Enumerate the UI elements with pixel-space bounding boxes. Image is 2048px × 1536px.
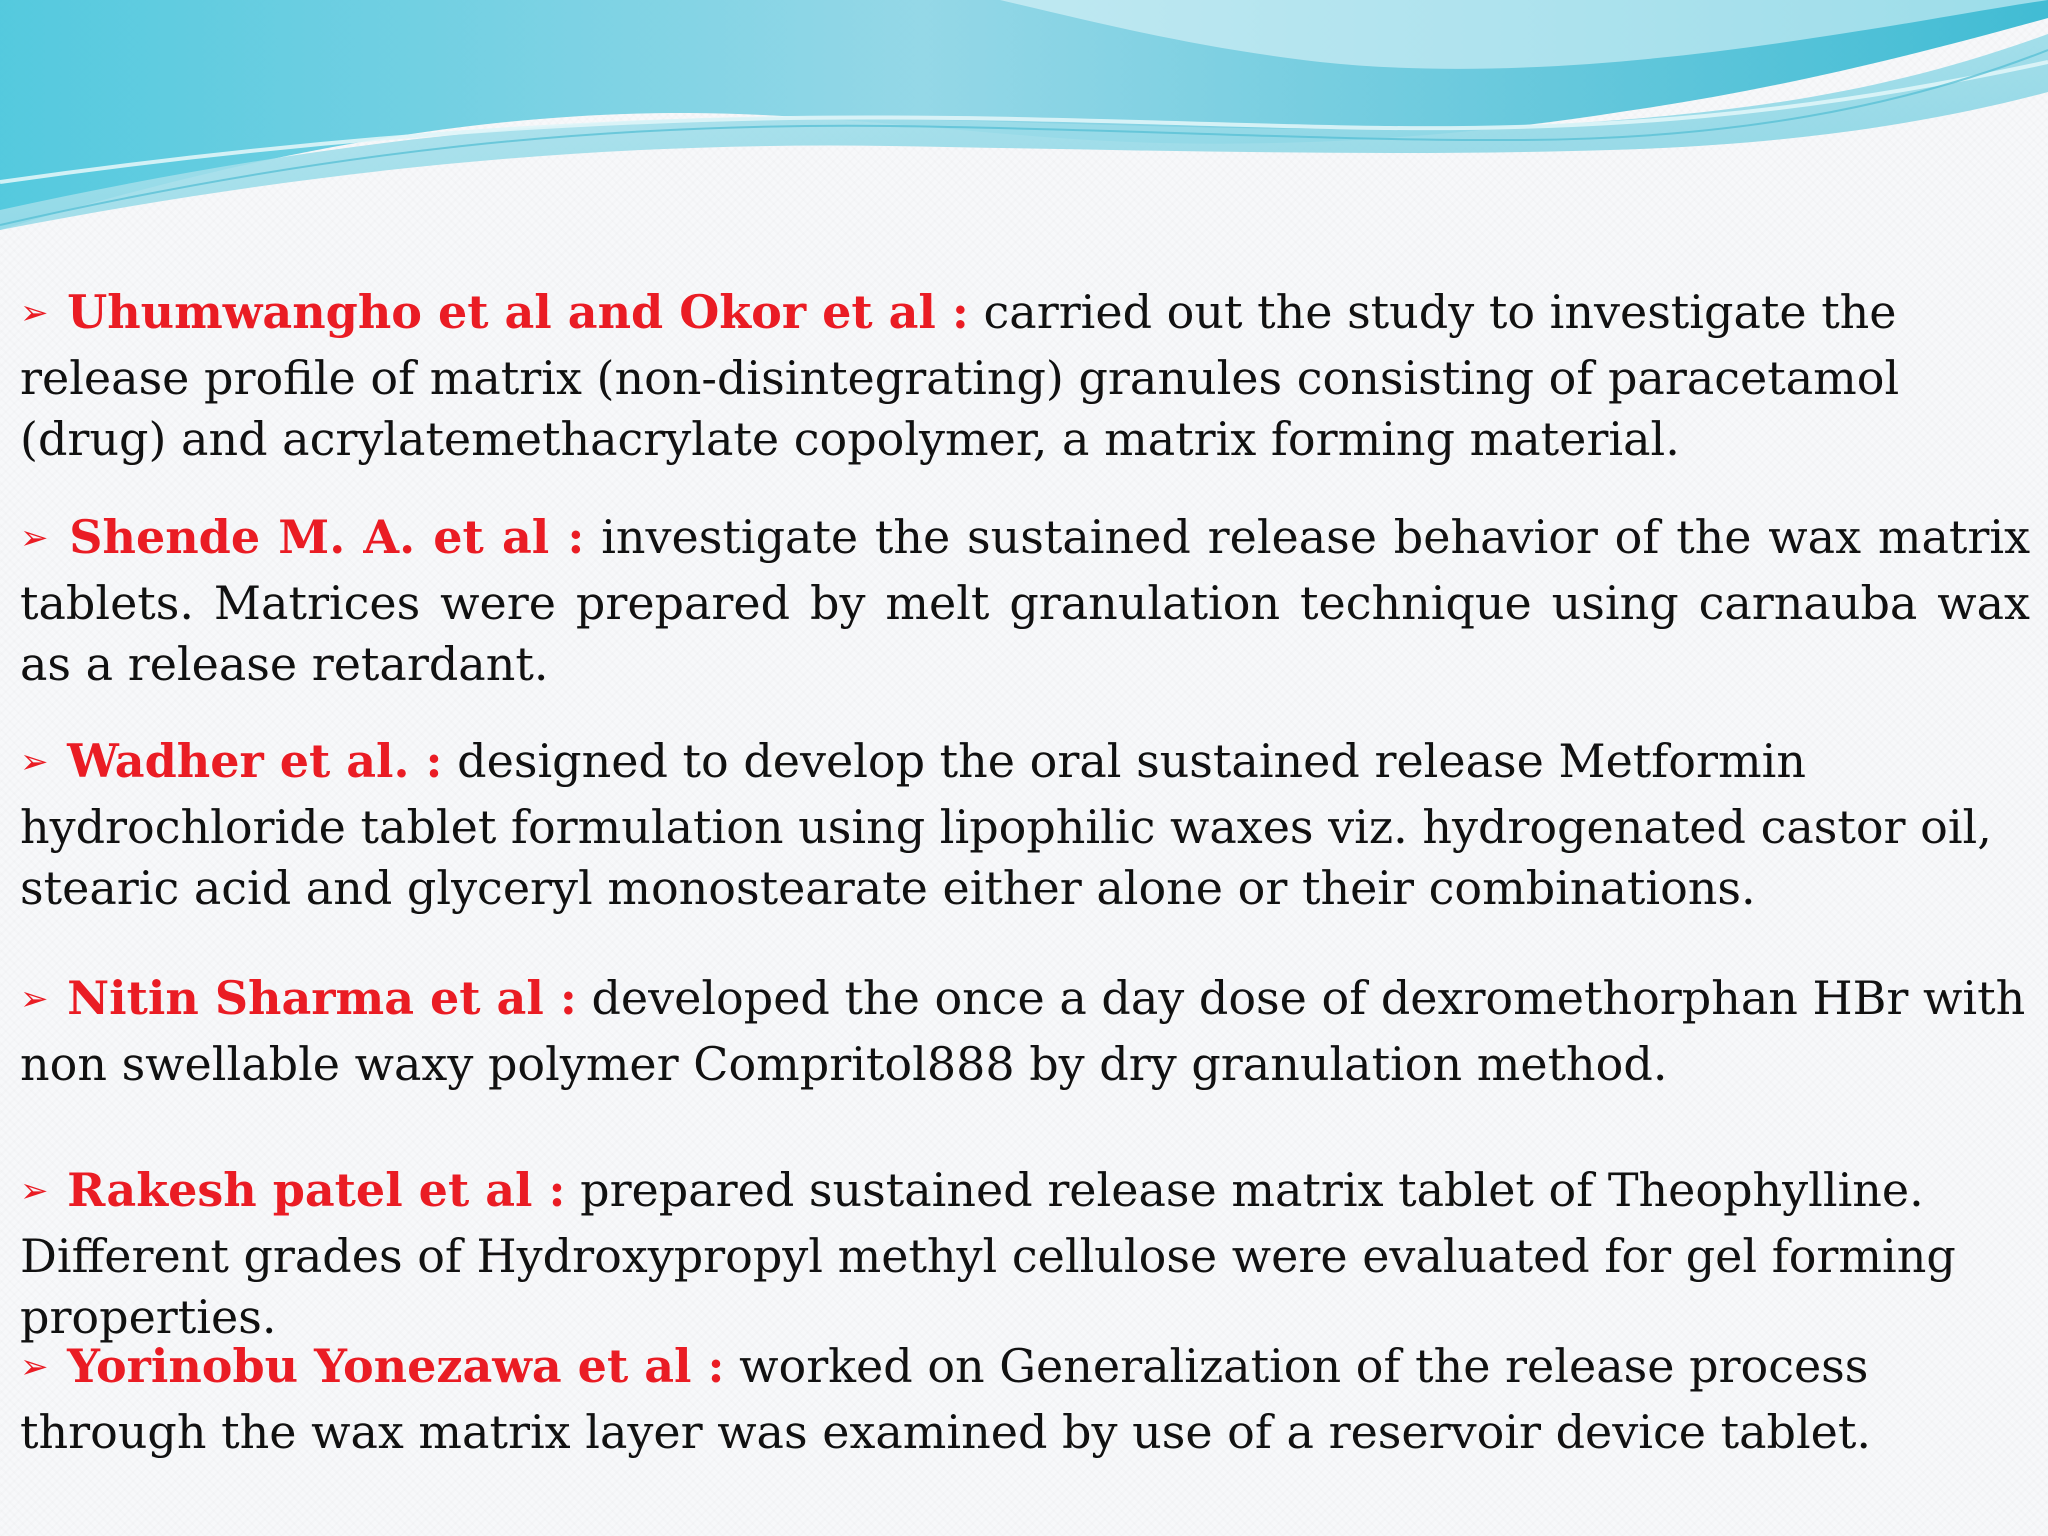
- author-label: Nitin Sharma et al :: [67, 971, 577, 1025]
- arrow-bullet-icon: ➢: [20, 518, 49, 558]
- arrow-bullet-icon: ➢: [20, 742, 49, 782]
- author-label: Wadher et al. :: [67, 734, 443, 788]
- entry-text: prepared sustained release matrix tablet of Theophylline. Different grades of Hydroxypropyl methyl cellulose were evaluated for gel forming properties.: [20, 1163, 1956, 1344]
- reference-entry: [20, 1336, 2030, 1463]
- entry-text: carried out the study to investigate the release profile of matrix (non-disintegrating) granules consisting of paracetamol (drug) and acrylatemethacrylate copolymer, a matrix forming material.: [20, 285, 1900, 466]
- arrow-bullet-icon: ➢: [20, 293, 49, 333]
- entry-text: designed to develop the oral sustained release Metformin hydrochloride tablet formulation using lipophilic waxes viz. hydrogenated castor oil, stearic acid and glyceryl monostearate either alone or their combinations.: [20, 734, 1992, 915]
- reference-entry: [20, 1160, 2030, 1348]
- arrow-bullet-icon: ➢: [20, 1347, 49, 1387]
- entry-text: developed the once a day dose of dexromethorphan HBr with non swellable waxy polymer Compritol888 by dry granulation method.: [20, 971, 2026, 1091]
- entry-text: investigate the sustained release behavior of the wax matrix tablets. Matrices were prepared by melt granulation technique using carnauba wax as a release retardant.: [20, 510, 2031, 691]
- author-label: Uhumwangho et al and Okor et al :: [67, 285, 969, 339]
- reference-entry: [20, 731, 2030, 919]
- reference-entry: [20, 507, 2030, 695]
- author-label: Rakesh patel et al :: [67, 1163, 566, 1217]
- arrow-bullet-icon: ➢: [20, 1171, 49, 1211]
- author-label: Yorinobu Yonezawa et al :: [67, 1339, 725, 1393]
- reference-entry: [20, 282, 2030, 470]
- arrow-bullet-icon: ➢: [20, 979, 49, 1019]
- reference-entry: [20, 968, 2030, 1095]
- author-label: Shende M. A. et al :: [69, 510, 585, 564]
- entry-text: worked on Generalization of the release process through the wax matrix layer was examined by use of a reservoir device tablet.: [20, 1339, 1871, 1459]
- header-wave-decoration: [0, 0, 2048, 240]
